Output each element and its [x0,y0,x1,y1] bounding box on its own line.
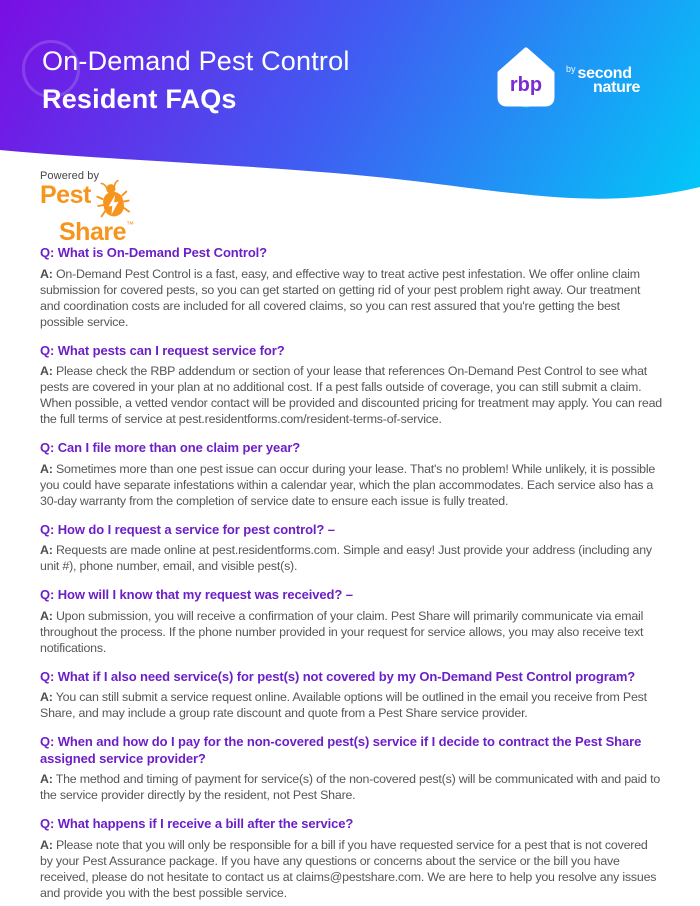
faq-item [40,669,662,722]
faq-answer [40,837,662,901]
faq-item [40,587,662,656]
rbp-logo-icon [494,46,558,115]
answer-prefix: A: [40,837,53,852]
answer-text: Sometimes more than one pest issue can occur during your lease. That's no problem! While unlikely, it is possible you could have separate infestations within a calendar year, which the plan accommodates. Each service also has a 30-day warranty from the completion of service date to ensure each issue is fully treated. [40,461,656,508]
question-text: What pests can I request service for? [57,342,285,358]
bug-icon [96,180,130,222]
question-prefix: Q: [40,587,55,602]
answer-prefix: A: [40,543,53,557]
faq-question [40,522,662,539]
faq-question [40,440,662,457]
page-title: On-Demand Pest Control [42,46,350,76]
faq-question [40,669,662,686]
answer-prefix: A: [40,364,53,378]
faq-answer [40,542,662,574]
question-prefix: Q: [40,342,55,358]
brand-word-nature: nature [593,79,641,96]
answer-text: Please check the RBP addendum or section of your lease that references On-Demand Pest Control to see what pests are covered in your plan at no additional cost. If a pest falls outside of coverage, you can still submit a claim. When possible, a vetted vendor contact will be provided and discounted pricing for treatment may apply. You can read the full terms of service at pest.residentforms.com/resident-terms-of-service. [40,364,662,426]
faq-item [40,245,662,330]
question-prefix: Q: [40,734,55,749]
question-prefix: Q: [40,816,55,831]
faq-item [40,816,662,901]
question-prefix: Q: [40,668,55,684]
answer-text: Requests are made online at pest.residentforms.com. Simple and easy! Just provide your address (including any unit #), phone number, email, and visible pest(s). [40,543,652,573]
question-text: What happens if I receive a bill after the service? [57,816,354,831]
faq-answer [40,771,662,803]
brand-word-second: second [577,65,632,82]
faq-answer [40,608,662,656]
faq-list [40,245,662,901]
answer-prefix: A: [40,608,53,623]
faq-item [40,522,662,575]
answer-prefix: A: [40,772,53,786]
answer-text: On-Demand Pest Control is a fast, easy, and effective way to treat active pest infestation. We offer online claim submission for covered pests, so you can get started on getting rid of your pest problem right away. Our treatment and coordination costs are included for all covered claims, so you can rest assured that you're getting the best possible service. [40,266,641,329]
powered-by-label: Powered by [40,170,100,182]
question-text: What is On-Demand Pest Control? [57,245,268,260]
question-text: Can I file more than one claim per year? [57,440,301,455]
page-subtitle: Resident FAQs [42,84,237,114]
question-text: How do I request a service for pest control? – [57,521,335,537]
rbp-logo-text: rbp [509,74,543,96]
faq-question [40,587,662,604]
faq-answer [40,689,662,721]
pest-share-logo [40,170,134,245]
question-prefix: Q: [40,521,55,537]
question-text: When and how do I pay for the non-covered pest(s) service if I decide to contract the Pest Share assigned service provider? [40,734,642,766]
faq-item [40,440,662,509]
pest-wordmark: Pest [40,181,91,209]
faq-answer [40,266,662,330]
answer-prefix: A: [40,461,53,476]
faq-question [40,343,662,360]
hero-text [42,44,350,116]
faq-answer [40,461,662,509]
faq-question [40,816,662,833]
answer-text: Upon submission, you will receive a confirmation of your claim. Pest Share will primarily communicate via email throughout the process. If the phone number provided in your request for service allows, you may also receive text notifications. [40,608,644,655]
answer-text: Please note that you will only be responsible for a bill if you have requested service for a pest that is not covered by your Pest Assurance package. If you have any questions or concerns about the service or the bill you have received, please do not hesitate to contact us at claims@pestshare.com. We are here to help you resolve any issues and provide you with the best possible service. [40,837,657,900]
faq-question [40,245,662,262]
answer-text: The method and timing of payment for service(s) of the non-covered pest(s) will be communicated with and paid to the service provider directly by the resident, not Pest Share. [40,772,661,802]
faq-answer [40,363,662,427]
faq-question [40,734,662,767]
by-label: by [566,64,576,74]
trademark-symbol: ™ [125,220,134,229]
answer-text: You can still submit a service request online. Available options will be outlined in the email you receive from Pest Share, and may include a group rate discount and quote from a Pest Share service provider. [40,690,647,720]
question-prefix: Q: [40,245,55,260]
answer-prefix: A: [40,690,53,704]
rbp-second-nature-brand [494,46,640,115]
faq-item [40,734,662,803]
share-wordmark: Share [59,218,126,246]
answer-prefix: A: [40,266,53,281]
question-text: What if I also need service(s) for pest(s) not covered by my On-Demand Pest Control program? [57,668,636,684]
second-nature-wordmark [566,62,640,94]
question-text: How will I know that my request was received? – [57,587,353,602]
question-prefix: Q: [40,440,55,455]
faq-item [40,343,662,428]
